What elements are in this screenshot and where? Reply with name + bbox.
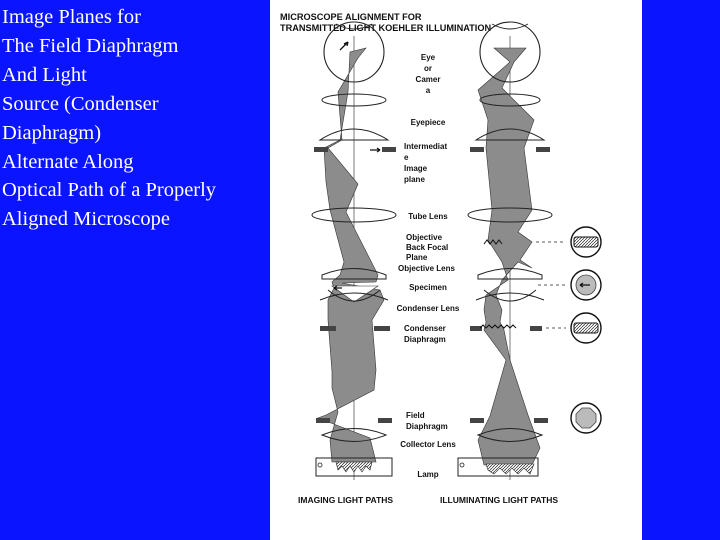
description-line: The Field Diaphragm — [2, 34, 179, 57]
eye-arrow-left — [340, 42, 348, 50]
bfp-view-icon — [571, 227, 601, 257]
label-intermediate-1: Intermediat — [404, 142, 448, 151]
label-eye-4: a — [425, 86, 431, 95]
field-view-icon — [571, 403, 601, 433]
intermediate-stop-left-a — [314, 147, 328, 152]
label-intermediate-4: plane — [404, 175, 425, 184]
description-line: Diaphragm) — [2, 121, 102, 144]
specimen-view-icon — [571, 270, 601, 300]
imaging-beam — [318, 48, 384, 462]
description-line: Aligned Microscope — [2, 208, 170, 231]
intermediate-stop-right-b — [536, 147, 550, 152]
label-eye-1: Eye — [420, 53, 436, 62]
label-condenser-lens: Condenser Lens — [396, 304, 460, 313]
condenser-stop-left-b — [374, 326, 390, 331]
figure-title-line2: TRANSMITTED LIGHT KOEHLER ILLUMINATION — [280, 23, 492, 33]
label-specimen: Specimen — [409, 283, 447, 292]
description-line: And Light — [2, 63, 87, 86]
label-collector-lens: Collector Lens — [400, 440, 456, 449]
description-line: Optical Path of a Properly — [2, 179, 217, 202]
figure-title-line1: MICROSCOPE ALIGNMENT FOR — [280, 12, 422, 22]
field-stop-right-a — [470, 418, 484, 423]
label-condenser-diaphragm-1: Condenser — [404, 324, 446, 333]
label-tube-lens: Tube Lens — [408, 212, 448, 221]
condenser-stop-right-a — [470, 326, 482, 331]
intermediate-arrow-left — [370, 148, 380, 152]
field-stop-right-b — [534, 418, 548, 423]
label-intermediate-3: Image — [404, 164, 428, 173]
label-field-diaphragm-1: Field — [406, 411, 425, 420]
field-stop-left-b — [378, 418, 392, 423]
condenser-view-icon — [571, 313, 601, 343]
microscope-diagram — [270, 0, 642, 540]
intermediate-stop-left-b — [382, 147, 396, 152]
label-objective-lens: Objective Lens — [398, 264, 455, 273]
label-lamp: Lamp — [417, 470, 439, 479]
slide-description — [2, 3, 264, 234]
description-line: Image Planes for — [2, 6, 141, 28]
description-line: Alternate Along — [2, 150, 134, 173]
microscope-alignment-figure — [270, 0, 642, 540]
intermediate-stop-right-a — [470, 147, 484, 152]
label-eye-3: Camer — [415, 75, 441, 84]
condenser-stop-left-a — [320, 326, 336, 331]
label-field-diaphragm-2: Diaphragm — [406, 422, 448, 431]
condenser-stop-right-b — [530, 326, 542, 331]
lamp-filament-left — [336, 462, 372, 472]
field-stop-left-a — [316, 418, 330, 423]
label-eyepiece: Eyepiece — [410, 118, 446, 127]
label-intermediate-2: e — [404, 153, 409, 162]
label-eye-2: or — [424, 64, 432, 73]
caption-illuminating: ILLUMINATING LIGHT PATHS — [440, 495, 559, 505]
lamp-terminal-left — [318, 463, 322, 467]
label-condenser-diaphragm-2: Diaphragm — [404, 335, 446, 344]
illuminating-beam — [478, 48, 540, 465]
lamp-terminal-right — [460, 463, 464, 467]
label-objective-bfp-2: Back Focal — [406, 243, 449, 252]
description-line: Source (Condenser — [2, 92, 159, 115]
label-objective-bfp-3: Plane — [406, 253, 428, 262]
label-objective-bfp-1: Objective — [406, 233, 443, 242]
caption-imaging: IMAGING LIGHT PATHS — [298, 495, 394, 505]
